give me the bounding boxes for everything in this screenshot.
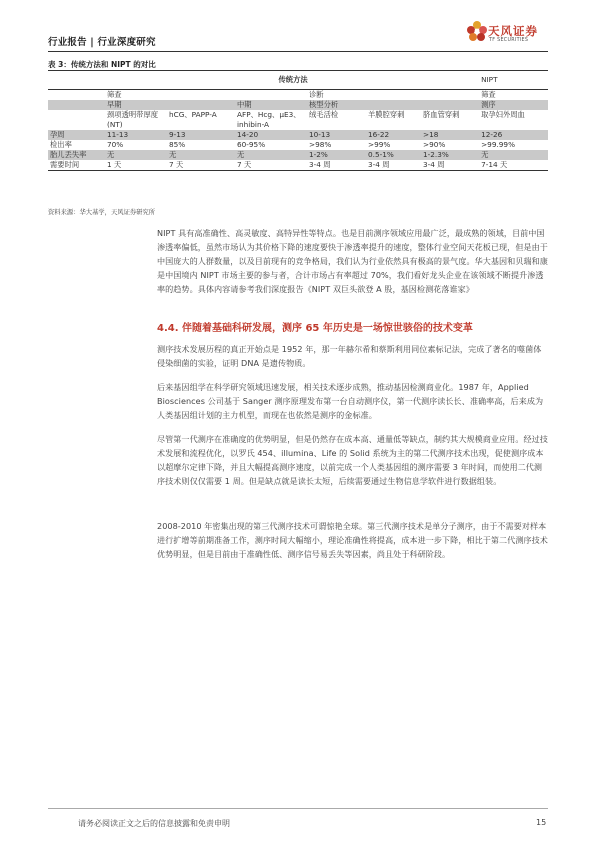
table-cell: 3-4 周	[421, 160, 479, 171]
table-cell: 7-14 天	[479, 160, 548, 171]
row-purpose	[48, 90, 548, 101]
table-cell: 无	[105, 150, 167, 160]
cell-phase-mid: 中期	[235, 100, 307, 110]
paragraph-second-gen: 尽管第一代测序在准确度的优势明显，但是仍然存在成本高、通量低等缺点，制约其大规模商业应用。经过技术发展和流程优化，以罗氏 454、illumina、Life 的 Solid 系统为主的第二代测序技术出现，促使测序成本以超摩尔定律下降，并且大幅提高测序速度，以前完成一个人类基因组的测序需要 3 年时间，而使用二代测序技术则仅仅需要 1 周。但是缺点就是读长太短，后续需要通过生物信息学软件进行数据组装。	[157, 434, 548, 486]
table-cell: 12-26	[479, 130, 548, 140]
table-cell: 85%	[169, 140, 186, 149]
table-row	[48, 150, 548, 160]
table-cell: 3-4 周	[366, 160, 421, 171]
table-cell: 无	[479, 150, 548, 160]
header-divider	[48, 51, 548, 52]
company-logo	[466, 20, 556, 50]
group-traditional: 传统方法	[105, 71, 479, 90]
cell-purpose-screen: 筛查	[105, 90, 235, 101]
row-label: 胎儿丢失率	[48, 150, 105, 160]
table-cell: 10-13	[307, 130, 366, 140]
paragraph-nipt: NIPT 具有高准确性、高灵敏度、高特异性等特点。也是目前测序领域应用最广泛，最成熟的领域，目前中国渗透率偏低，虽然市场认为其价格下降的速度要快于渗透率提升的速度，整体行业空间天花板已现，但是由于中国庞大的人群数量，以及目前现有的竞争格局，我们认为行业依然具有极高的景气度。华大基因和贝瑞和康是中国境内 NIPT 市场主要的参与者，合计市场占有率超过 70%，我们看好龙头企业在该领域不断提升渗透率的趋势。具体内容请参考我们深度报告《NIPT 双巨头欲登 A 股，基因检测花落谁家》	[157, 228, 548, 294]
cell-method: 脐血管穿刺	[423, 110, 460, 119]
table-cell: 7 天	[235, 160, 307, 171]
paragraph-third-gen: 2008-2010 年密集出现的第三代测序技术可谓惊艳全球。第三代测序技术是单分子测序，由于不需要对样本进行扩增等前期准备工作，测序时间大幅缩小，理论准确性将提高，成本进一步下降，相比于第二代测序技术优势明显，但是目前由于准确性低、测序信号易丢失等因素，尚且处于科研阶段。	[157, 521, 548, 559]
cell-method: 取孕妇外周血	[481, 110, 525, 119]
row-label: 孕周	[48, 130, 105, 140]
table-cell: 16-22	[366, 130, 421, 140]
table-row	[48, 130, 548, 140]
row-label: 检出率	[50, 140, 72, 149]
table-cell: 60-95%	[237, 140, 266, 149]
table-cell: 1-2.3%	[421, 150, 479, 160]
table-cell: 14-20	[235, 130, 307, 140]
table-cell: 3-4 周	[307, 160, 366, 171]
cell-phase-early: 早期	[105, 100, 235, 110]
cell-purpose-nipt: 筛查	[479, 90, 548, 101]
logo-flower-icon	[466, 20, 488, 46]
row-label: 需要时间	[48, 160, 105, 171]
report-category: 行业报告 | 行业深度研究	[48, 37, 156, 48]
cell-method: 颈项透明带厚度(NT)	[107, 110, 159, 129]
comparison-table	[48, 70, 548, 171]
table-cell: 11-13	[105, 130, 167, 140]
table-cell: 无	[167, 150, 235, 160]
section-title: 4.4. 伴随着基础科研发展，测序 65 年历史是一场惊世骇俗的技术变革	[157, 323, 473, 334]
cell-method: hCG、PAPP-A	[169, 110, 217, 119]
table-row	[48, 160, 548, 171]
page-number: 15	[536, 818, 547, 827]
logo-name: 天风证券	[488, 24, 538, 38]
table-cell: >98%	[309, 140, 332, 149]
row-phase	[48, 100, 548, 110]
cell-method: AFP、Hcg、μE3、inhibin-A	[237, 110, 301, 129]
table-cell: 无	[235, 150, 307, 160]
table-cell: 9-13	[167, 130, 235, 140]
cell-phase-seq: 测序	[479, 100, 548, 110]
cell-method: 绒毛活检	[309, 110, 339, 119]
table-cell: 7 天	[167, 160, 235, 171]
table-source: 资料来源：华大基学，天风证券研究所	[48, 209, 156, 216]
table-cell: 70%	[107, 140, 124, 149]
footer-disclaimer: 请务必阅读正文之后的信息披露和免责申明	[78, 819, 230, 828]
cell-method: 羊膜腔穿刺	[368, 110, 405, 119]
paragraph-first-gen: 后来基因组学在科学研究领域迅速发展，相关技术逐步成熟，推动基因检测商业化。1987 年，Applied Biosciences 公司基于 Sanger 测序原理发布第一台自动测序仪，第一代测序读长长、准确率高，后来成为人类基因组计划的主力机型，而现在也依然是测序的金标准。	[157, 382, 544, 420]
table-group-header	[48, 71, 548, 90]
table-cell: 1-2%	[307, 150, 366, 160]
table-row	[48, 140, 548, 150]
cell-phase-karyotype: 核型分析	[307, 100, 479, 110]
cell-purpose-diagnose: 诊断	[307, 90, 479, 101]
table-cell: 0.5-1%	[366, 150, 421, 160]
table-caption: 表 3：传统方法和 NIPT 的对比	[48, 60, 156, 69]
table-corner-cell	[48, 71, 105, 90]
table-cell: >90%	[423, 140, 446, 149]
row-methods	[48, 110, 548, 130]
group-nipt: NIPT	[479, 71, 548, 90]
table-cell: 1 天	[105, 160, 167, 171]
footer-divider	[48, 808, 548, 809]
table-cell: >99.99%	[481, 140, 515, 149]
paragraph-history: 测序技术发展历程的真正开始点是 1952 年，那一年赫尔希和蔡斯利用同位素标记法，完成了著名的噬菌体侵染细菌的实验，证明 DNA 是遗传物质。	[157, 344, 542, 368]
table-cell: >99%	[368, 140, 391, 149]
table-cell: >18	[421, 130, 479, 140]
logo-subtitle: TF SECURITIES	[489, 38, 529, 43]
